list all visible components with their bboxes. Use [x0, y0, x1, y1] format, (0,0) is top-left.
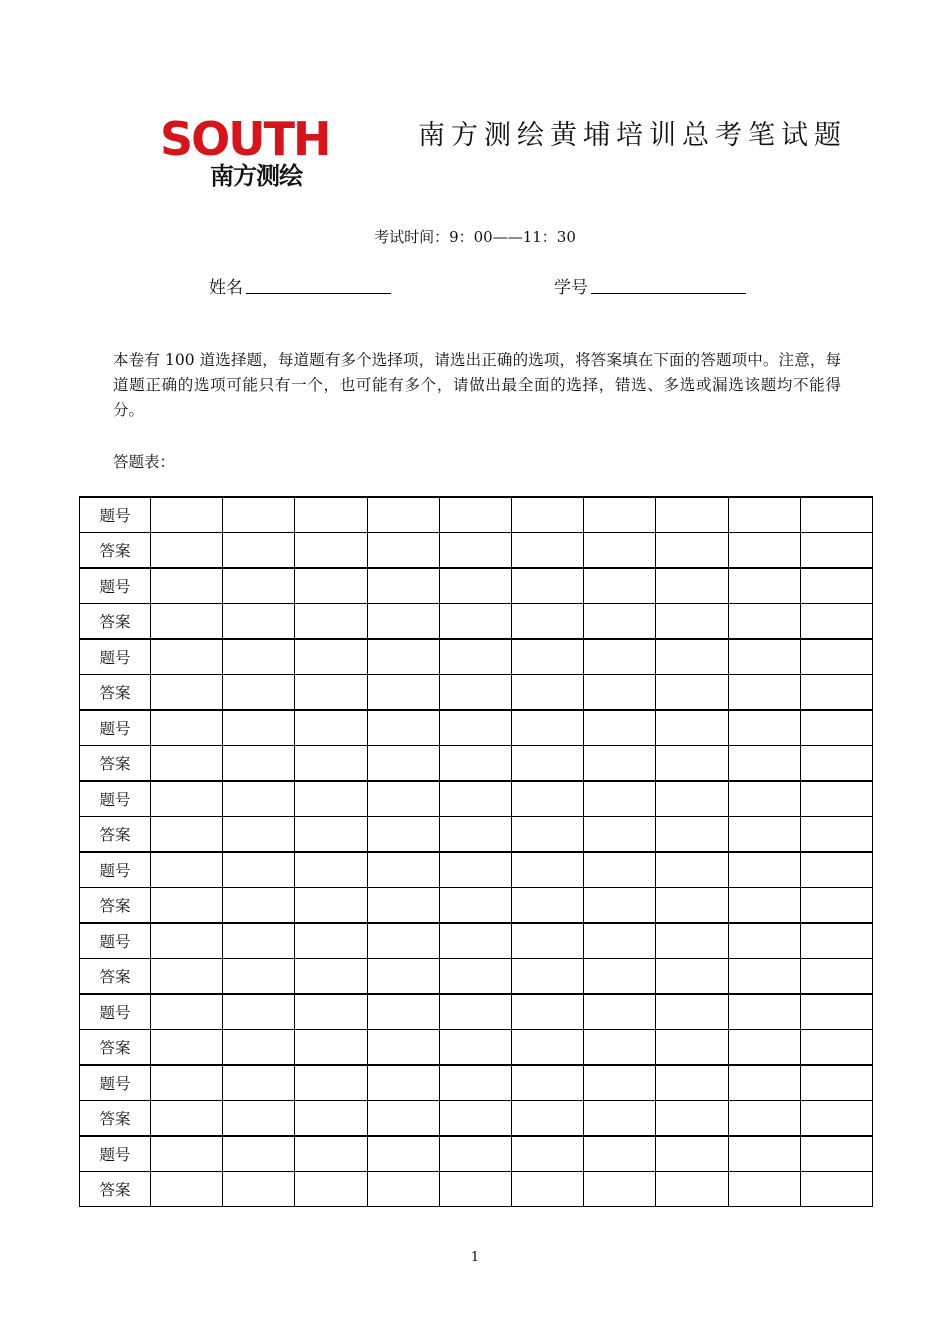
- question-number-cell[interactable]: [511, 1136, 583, 1172]
- answer-cell[interactable]: [656, 1101, 728, 1137]
- question-number-cell[interactable]: [223, 497, 295, 533]
- question-number-row: [80, 710, 873, 746]
- answer-cell[interactable]: [584, 1030, 656, 1066]
- question-number-cell[interactable]: [656, 639, 728, 675]
- answer-label: 答案: [80, 817, 151, 853]
- answer-cell[interactable]: [728, 1101, 800, 1137]
- answer-cell[interactable]: [584, 533, 656, 569]
- answer-cell[interactable]: [295, 817, 367, 853]
- question-number-cell[interactable]: [511, 852, 583, 888]
- answer-cell[interactable]: [367, 604, 439, 640]
- question-number-cell[interactable]: [295, 1065, 367, 1101]
- question-number-cell[interactable]: [223, 568, 295, 604]
- question-number-cell[interactable]: [367, 497, 439, 533]
- question-number-cell[interactable]: [728, 994, 800, 1030]
- question-number-cell[interactable]: [800, 1065, 872, 1101]
- answer-cell[interactable]: [728, 888, 800, 924]
- answer-label: 答案: [80, 1101, 151, 1137]
- instructions: 本卷有 100 道选择题，每道题有多个选择项，请选出正确的选项，将答案填在下面的答题项中。注意，每道题正确的选项可能只有一个，也可能有多个，请做出最全面的选择，错选、多选或漏选该题均不能得分。: [113, 351, 841, 419]
- question-number-label: 题号: [80, 639, 151, 675]
- answer-row: [80, 959, 873, 995]
- answer-label: 答案: [80, 1172, 151, 1207]
- question-number-cell[interactable]: [728, 568, 800, 604]
- question-number-cell[interactable]: [295, 994, 367, 1030]
- question-number-cell[interactable]: [584, 639, 656, 675]
- answer-cell[interactable]: [656, 675, 728, 711]
- answer-cell[interactable]: [151, 817, 223, 853]
- question-number-cell[interactable]: [511, 710, 583, 746]
- question-number-cell[interactable]: [511, 781, 583, 817]
- answer-cell[interactable]: [223, 746, 295, 782]
- answer-row: [80, 817, 873, 853]
- question-number-cell[interactable]: [151, 497, 223, 533]
- answer-cell[interactable]: [584, 1101, 656, 1137]
- answer-cell[interactable]: [656, 604, 728, 640]
- answer-cell[interactable]: [656, 746, 728, 782]
- answer-cell[interactable]: [367, 959, 439, 995]
- answer-cell[interactable]: [151, 533, 223, 569]
- answer-cell[interactable]: [800, 533, 872, 569]
- question-number-cell[interactable]: [367, 639, 439, 675]
- question-number-cell[interactable]: [439, 994, 511, 1030]
- question-number-cell[interactable]: [439, 639, 511, 675]
- answer-cell[interactable]: [656, 888, 728, 924]
- answer-cell[interactable]: [439, 1030, 511, 1066]
- question-number-cell[interactable]: [439, 497, 511, 533]
- question-number-cell[interactable]: [584, 1136, 656, 1172]
- question-number-cell[interactable]: [584, 994, 656, 1030]
- question-number-label: 题号: [80, 497, 151, 533]
- question-number-cell[interactable]: [511, 1065, 583, 1101]
- question-number-cell[interactable]: [800, 923, 872, 959]
- question-number-cell[interactable]: [223, 781, 295, 817]
- question-number-cell[interactable]: [223, 1136, 295, 1172]
- question-number-cell[interactable]: [295, 781, 367, 817]
- question-number-cell[interactable]: [151, 1065, 223, 1101]
- question-number-cell[interactable]: [151, 923, 223, 959]
- answer-cell[interactable]: [728, 959, 800, 995]
- question-number-cell[interactable]: [367, 1065, 439, 1101]
- answer-cell[interactable]: [584, 1172, 656, 1207]
- answer-cell[interactable]: [511, 1101, 583, 1137]
- answer-cell[interactable]: [439, 675, 511, 711]
- answer-cell[interactable]: [439, 533, 511, 569]
- question-number-cell[interactable]: [584, 710, 656, 746]
- question-number-cell[interactable]: [295, 497, 367, 533]
- question-number-cell[interactable]: [656, 852, 728, 888]
- answer-row: [80, 1172, 873, 1207]
- answer-cell[interactable]: [295, 1101, 367, 1137]
- answer-cell[interactable]: [151, 888, 223, 924]
- question-number-cell[interactable]: [656, 994, 728, 1030]
- answer-cell[interactable]: [223, 1030, 295, 1066]
- answer-cell[interactable]: [151, 1101, 223, 1137]
- answer-table-caption: 答题表：: [113, 453, 176, 471]
- answer-cell[interactable]: [728, 746, 800, 782]
- answer-cell[interactable]: [223, 1172, 295, 1207]
- answer-cell[interactable]: [800, 1172, 872, 1207]
- question-number-cell[interactable]: [584, 497, 656, 533]
- question-number-cell[interactable]: [295, 710, 367, 746]
- question-number-cell[interactable]: [439, 568, 511, 604]
- question-number-cell[interactable]: [656, 781, 728, 817]
- answer-cell[interactable]: [800, 1030, 872, 1066]
- answer-cell[interactable]: [511, 1030, 583, 1066]
- answer-cell[interactable]: [295, 675, 367, 711]
- question-number-cell[interactable]: [800, 852, 872, 888]
- answer-cell[interactable]: [728, 604, 800, 640]
- question-number-label: 题号: [80, 994, 151, 1030]
- answer-cell[interactable]: [656, 959, 728, 995]
- question-number-cell[interactable]: [439, 1065, 511, 1101]
- question-number-cell[interactable]: [728, 710, 800, 746]
- question-number-cell[interactable]: [656, 497, 728, 533]
- question-number-cell[interactable]: [584, 923, 656, 959]
- question-number-cell[interactable]: [223, 923, 295, 959]
- answer-cell[interactable]: [728, 675, 800, 711]
- question-number-cell[interactable]: [151, 994, 223, 1030]
- page-title: 南方测绘黄埔培训总考笔试题: [418, 120, 847, 151]
- answer-cell[interactable]: [367, 746, 439, 782]
- question-number-label: 题号: [80, 568, 151, 604]
- answer-cell[interactable]: [656, 1172, 728, 1207]
- name-field[interactable]: [246, 293, 391, 294]
- answer-cell[interactable]: [151, 746, 223, 782]
- answer-cell[interactable]: [367, 888, 439, 924]
- question-number-cell[interactable]: [223, 639, 295, 675]
- exam-time: 考试时间：9：00——11：30: [374, 228, 576, 246]
- answer-cell[interactable]: [728, 1172, 800, 1207]
- question-number-label: 题号: [80, 710, 151, 746]
- answer-cell[interactable]: [367, 675, 439, 711]
- answer-cell[interactable]: [800, 604, 872, 640]
- logo-text-en: SOUTH: [160, 112, 330, 166]
- answer-label: 答案: [80, 888, 151, 924]
- answer-cell[interactable]: [728, 817, 800, 853]
- question-number-row: [80, 639, 873, 675]
- answer-row: [80, 888, 873, 924]
- answer-cell[interactable]: [584, 959, 656, 995]
- question-number-cell[interactable]: [511, 568, 583, 604]
- answer-cell[interactable]: [223, 604, 295, 640]
- question-number-cell[interactable]: [367, 568, 439, 604]
- question-number-cell[interactable]: [367, 710, 439, 746]
- question-number-cell[interactable]: [367, 923, 439, 959]
- question-number-cell[interactable]: [151, 568, 223, 604]
- answer-cell[interactable]: [511, 533, 583, 569]
- answer-cell[interactable]: [439, 959, 511, 995]
- student-id-label: 学号: [554, 278, 588, 298]
- question-number-cell[interactable]: [223, 1065, 295, 1101]
- question-number-cell[interactable]: [295, 923, 367, 959]
- answer-table: [79, 496, 873, 1207]
- question-number-cell[interactable]: [800, 1136, 872, 1172]
- question-number-cell[interactable]: [656, 923, 728, 959]
- answer-cell[interactable]: [151, 675, 223, 711]
- answer-row: [80, 533, 873, 569]
- answer-cell[interactable]: [584, 888, 656, 924]
- answer-cell[interactable]: [511, 604, 583, 640]
- question-number-cell[interactable]: [223, 852, 295, 888]
- answer-cell[interactable]: [728, 533, 800, 569]
- answer-cell[interactable]: [223, 888, 295, 924]
- answer-cell[interactable]: [511, 817, 583, 853]
- question-number-cell[interactable]: [223, 710, 295, 746]
- question-number-label: 题号: [80, 852, 151, 888]
- answer-cell[interactable]: [800, 888, 872, 924]
- south-logo: [160, 112, 330, 194]
- question-number-row: [80, 497, 873, 533]
- question-number-cell[interactable]: [728, 781, 800, 817]
- question-number-row: [80, 923, 873, 959]
- answer-cell[interactable]: [800, 959, 872, 995]
- page-number: 1: [470, 1250, 480, 1265]
- answer-label: 答案: [80, 675, 151, 711]
- question-number-cell[interactable]: [800, 710, 872, 746]
- question-number-cell[interactable]: [151, 1136, 223, 1172]
- logo-text-cn: 南方测绘: [210, 162, 302, 190]
- answer-cell[interactable]: [511, 746, 583, 782]
- answer-cell[interactable]: [511, 675, 583, 711]
- question-number-cell[interactable]: [439, 1136, 511, 1172]
- answer-cell[interactable]: [151, 604, 223, 640]
- question-number-cell[interactable]: [728, 639, 800, 675]
- answer-label: 答案: [80, 746, 151, 782]
- answer-cell[interactable]: [295, 1030, 367, 1066]
- question-number-label: 题号: [80, 923, 151, 959]
- question-number-label: 题号: [80, 781, 151, 817]
- answer-cell[interactable]: [151, 1172, 223, 1207]
- answer-cell[interactable]: [367, 1101, 439, 1137]
- question-number-cell[interactable]: [800, 497, 872, 533]
- question-number-cell[interactable]: [511, 994, 583, 1030]
- answer-cell[interactable]: [584, 817, 656, 853]
- answer-cell[interactable]: [656, 817, 728, 853]
- answer-cell[interactable]: [439, 888, 511, 924]
- question-number-cell[interactable]: [439, 710, 511, 746]
- answer-cell[interactable]: [223, 959, 295, 995]
- question-number-cell[interactable]: [151, 710, 223, 746]
- answer-cell[interactable]: [439, 1172, 511, 1207]
- answer-cell[interactable]: [800, 675, 872, 711]
- question-number-cell[interactable]: [151, 852, 223, 888]
- answer-cell[interactable]: [584, 675, 656, 711]
- answer-cell[interactable]: [295, 959, 367, 995]
- question-number-cell[interactable]: [656, 710, 728, 746]
- answer-cell[interactable]: [295, 888, 367, 924]
- answer-cell[interactable]: [584, 746, 656, 782]
- question-number-cell[interactable]: [728, 1065, 800, 1101]
- question-number-cell[interactable]: [584, 852, 656, 888]
- question-number-cell[interactable]: [511, 923, 583, 959]
- question-number-cell[interactable]: [656, 1065, 728, 1101]
- question-number-label: 题号: [80, 1136, 151, 1172]
- question-number-cell[interactable]: [439, 781, 511, 817]
- answer-cell[interactable]: [223, 817, 295, 853]
- answer-cell[interactable]: [656, 1030, 728, 1066]
- answer-row: [80, 604, 873, 640]
- question-number-cell[interactable]: [439, 852, 511, 888]
- answer-cell[interactable]: [800, 746, 872, 782]
- question-number-row: [80, 994, 873, 1030]
- question-number-row: [80, 781, 873, 817]
- answer-label: 答案: [80, 1030, 151, 1066]
- question-number-cell[interactable]: [367, 1136, 439, 1172]
- answer-row: [80, 746, 873, 782]
- answer-cell[interactable]: [223, 675, 295, 711]
- question-number-cell[interactable]: [728, 923, 800, 959]
- student-id-field[interactable]: [591, 293, 746, 294]
- question-number-cell[interactable]: [584, 781, 656, 817]
- question-number-cell[interactable]: [728, 852, 800, 888]
- question-number-cell[interactable]: [728, 497, 800, 533]
- answer-cell[interactable]: [511, 959, 583, 995]
- answer-cell[interactable]: [584, 604, 656, 640]
- answer-row: [80, 675, 873, 711]
- answer-cell[interactable]: [223, 533, 295, 569]
- answer-cell[interactable]: [800, 817, 872, 853]
- answer-cell[interactable]: [295, 1172, 367, 1207]
- answer-cell[interactable]: [439, 746, 511, 782]
- question-number-cell[interactable]: [295, 639, 367, 675]
- question-number-cell[interactable]: [295, 1136, 367, 1172]
- question-number-row: [80, 852, 873, 888]
- answer-cell[interactable]: [439, 817, 511, 853]
- question-number-cell[interactable]: [367, 781, 439, 817]
- question-number-cell[interactable]: [367, 852, 439, 888]
- answer-row: [80, 1101, 873, 1137]
- question-number-cell[interactable]: [800, 568, 872, 604]
- question-number-cell[interactable]: [223, 994, 295, 1030]
- question-number-cell[interactable]: [367, 994, 439, 1030]
- answer-cell[interactable]: [367, 533, 439, 569]
- name-label: 姓名: [209, 278, 243, 298]
- question-number-cell[interactable]: [800, 994, 872, 1030]
- question-number-cell[interactable]: [295, 568, 367, 604]
- answer-cell[interactable]: [367, 1172, 439, 1207]
- answer-cell[interactable]: [728, 1030, 800, 1066]
- question-number-row: [80, 568, 873, 604]
- question-number-label: 题号: [80, 1065, 151, 1101]
- answer-cell[interactable]: [656, 533, 728, 569]
- answer-cell[interactable]: [367, 817, 439, 853]
- question-number-row: [80, 1065, 873, 1101]
- answer-cell[interactable]: [295, 746, 367, 782]
- question-number-cell[interactable]: [800, 781, 872, 817]
- answer-cell[interactable]: [800, 1101, 872, 1137]
- question-number-cell[interactable]: [728, 1136, 800, 1172]
- answer-cell[interactable]: [511, 888, 583, 924]
- answer-label: 答案: [80, 604, 151, 640]
- answer-label: 答案: [80, 959, 151, 995]
- question-number-cell[interactable]: [800, 639, 872, 675]
- answer-cell[interactable]: [295, 533, 367, 569]
- answer-cell[interactable]: [295, 604, 367, 640]
- answer-cell[interactable]: [367, 1030, 439, 1066]
- answer-cell[interactable]: [151, 959, 223, 995]
- question-number-cell[interactable]: [439, 923, 511, 959]
- question-number-cell[interactable]: [656, 568, 728, 604]
- answer-row: [80, 1030, 873, 1066]
- question-number-row: [80, 1136, 873, 1172]
- answer-cell[interactable]: [511, 1172, 583, 1207]
- question-number-cell[interactable]: [151, 639, 223, 675]
- question-number-cell[interactable]: [584, 1065, 656, 1101]
- question-number-cell[interactable]: [151, 781, 223, 817]
- answer-cell[interactable]: [151, 1030, 223, 1066]
- answer-cell[interactable]: [439, 604, 511, 640]
- question-number-cell[interactable]: [511, 497, 583, 533]
- question-number-cell[interactable]: [295, 852, 367, 888]
- question-number-cell[interactable]: [656, 1136, 728, 1172]
- answer-label: 答案: [80, 533, 151, 569]
- question-number-cell[interactable]: [584, 568, 656, 604]
- question-number-cell[interactable]: [511, 639, 583, 675]
- answer-cell[interactable]: [439, 1101, 511, 1137]
- answer-cell[interactable]: [223, 1101, 295, 1137]
